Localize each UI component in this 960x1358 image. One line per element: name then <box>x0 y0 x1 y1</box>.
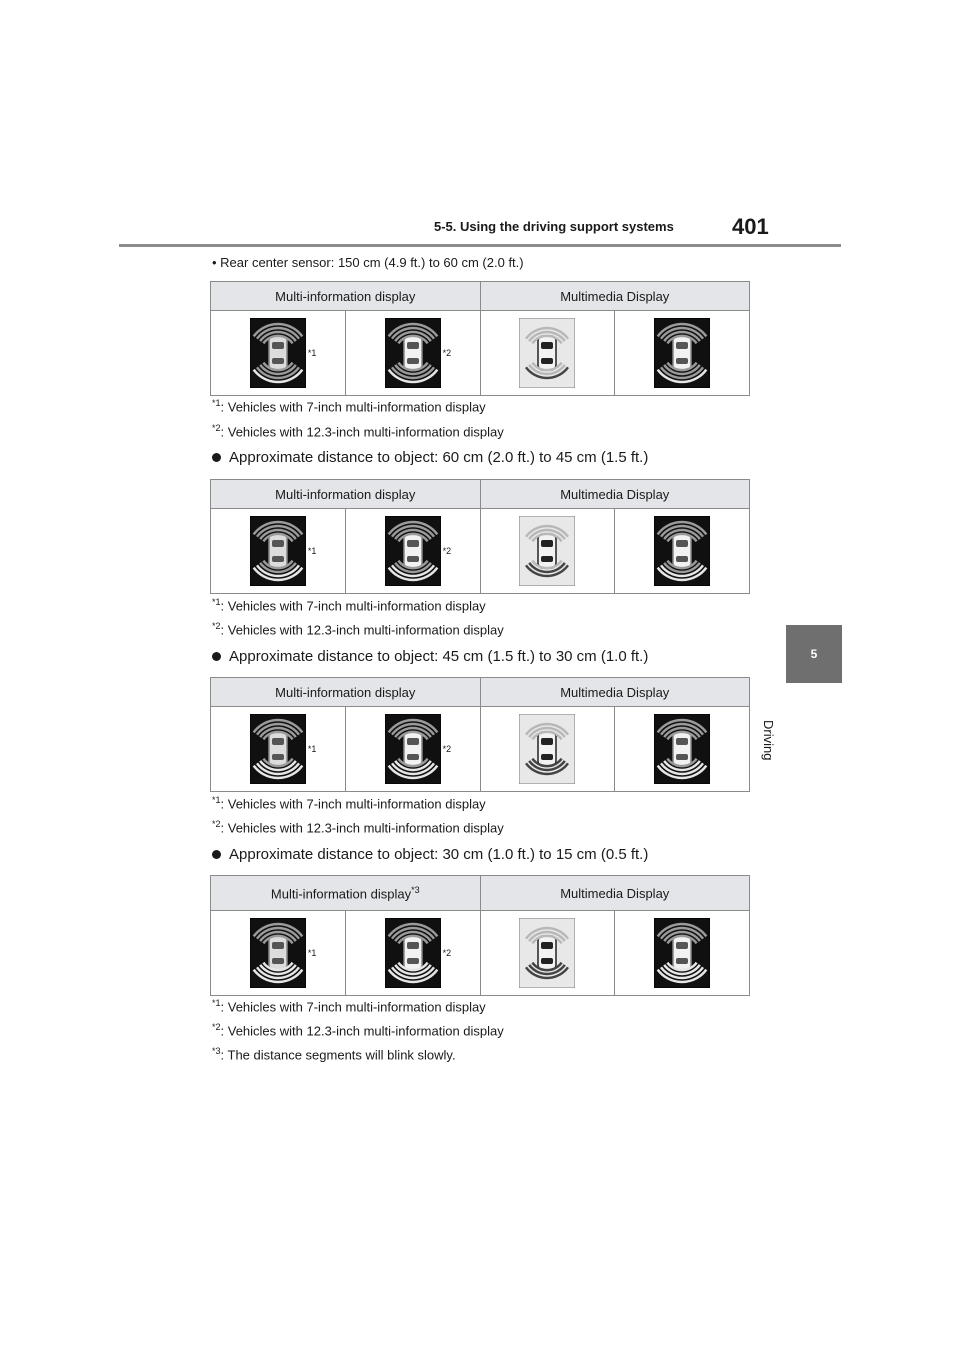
header-section-title: 5-5. Using the driving support systems <box>434 219 674 234</box>
cell-multimedia-dark <box>615 311 750 396</box>
bullet-dot <box>212 850 221 859</box>
chapter-label: Driving <box>761 720 776 761</box>
mid-7inch-screen-image <box>250 318 306 388</box>
chapter-tab: 5 <box>786 625 842 683</box>
header-multimedia: Multimedia Display <box>480 678 750 707</box>
display-table-3 <box>210 677 750 792</box>
mid-12inch-screen-image <box>385 318 441 388</box>
mark-3: *3 <box>411 884 420 895</box>
note-1: $^{*1}$: Vehicles with 7-inch multi-information display <box>212 597 486 614</box>
cell-mid-12inch <box>345 707 480 792</box>
mark-2: *2 <box>442 948 452 958</box>
header-multi-info: Multi-information display <box>211 282 481 311</box>
header-multimedia: Multimedia Display <box>480 480 750 509</box>
mark-1: *1 <box>307 744 317 754</box>
note-2: $^{*2}$: Vehicles with 12.3-inch multi-information display <box>212 819 504 836</box>
cell-mid-12inch <box>345 509 480 594</box>
cell-mid-7inch <box>211 311 346 396</box>
multimedia-light-screen-image <box>519 714 575 784</box>
cell-mid-7inch <box>211 707 346 792</box>
cell-multimedia-light <box>480 911 615 996</box>
cell-multimedia-dark <box>615 707 750 792</box>
mark-2: *2 <box>442 348 452 358</box>
header-multimedia: Multimedia Display <box>480 876 750 911</box>
note-2: $^{*2}$: Vehicles with 12.3-inch multi-information display <box>212 621 504 638</box>
cell-multimedia-light <box>480 311 615 396</box>
multimedia-dark-screen-image <box>654 714 710 784</box>
note-2: $^{*2}$: Vehicles with 12.3-inch multi-information display <box>212 423 504 440</box>
bullet-45-30: Approximate distance to object: 45 cm (1.5 ft.) to 30 cm (1.0 ft.) <box>212 648 648 665</box>
page-number: 401 <box>732 214 769 239</box>
mid-7inch-screen-image <box>250 516 306 586</box>
mid-12inch-screen-image <box>385 516 441 586</box>
bullet-dot <box>212 453 221 462</box>
header-multi-info: Multi-information display <box>211 678 481 707</box>
header-multimedia: Multimedia Display <box>480 282 750 311</box>
note-1: $^{*1}$: Vehicles with 7-inch multi-information display <box>212 795 486 812</box>
intro-item: • Rear center sensor: 150 cm (4.9 ft.) to 60 cm (2.0 ft.) <box>212 255 524 270</box>
note-2: $^{*2}$: Vehicles with 12.3-inch multi-information display <box>212 1022 504 1039</box>
mid-7inch-screen-image <box>250 918 306 988</box>
multimedia-light-screen-image <box>519 516 575 586</box>
cell-multimedia-light <box>480 707 615 792</box>
display-table-1 <box>210 281 750 396</box>
display-table-4 <box>210 875 750 996</box>
mark-1: *1 <box>307 348 317 358</box>
note-1: $^{*1}$: Vehicles with 7-inch multi-information display <box>212 398 486 415</box>
cell-multimedia-light <box>480 509 615 594</box>
multimedia-light-screen-image <box>519 918 575 988</box>
cell-mid-12inch <box>345 311 480 396</box>
mark-1: *1 <box>307 948 317 958</box>
cell-mid-7inch <box>211 509 346 594</box>
mark-1: *1 <box>307 546 317 556</box>
cell-mid-7inch <box>211 911 346 996</box>
cell-mid-12inch <box>345 911 480 996</box>
header-multi-info: Multi-information display$^{*3}$ <box>211 876 481 911</box>
header-multi-info: Multi-information display <box>211 480 481 509</box>
header-rule <box>119 244 841 247</box>
multimedia-dark-screen-image <box>654 516 710 586</box>
note-1: $^{*1}$: Vehicles with 7-inch multi-information display <box>212 998 486 1015</box>
bullet-60-45: Approximate distance to object: 60 cm (2.0 ft.) to 45 cm (1.5 ft.) <box>212 449 648 466</box>
note-3: $^{*3}$: The distance segments will blink slowly. <box>212 1046 456 1063</box>
cell-multimedia-dark <box>615 911 750 996</box>
multimedia-dark-screen-image <box>654 318 710 388</box>
mid-7inch-screen-image <box>250 714 306 784</box>
bullet-dot <box>212 652 221 661</box>
mark-2: *2 <box>442 744 452 754</box>
multimedia-light-screen-image <box>519 318 575 388</box>
mid-12inch-screen-image <box>385 918 441 988</box>
bullet-30-15: Approximate distance to object: 30 cm (1.0 ft.) to 15 cm (0.5 ft.) <box>212 846 648 863</box>
cell-multimedia-dark <box>615 509 750 594</box>
display-table-2 <box>210 479 750 594</box>
mark-2: *2 <box>442 546 452 556</box>
multimedia-dark-screen-image <box>654 918 710 988</box>
mid-12inch-screen-image <box>385 714 441 784</box>
